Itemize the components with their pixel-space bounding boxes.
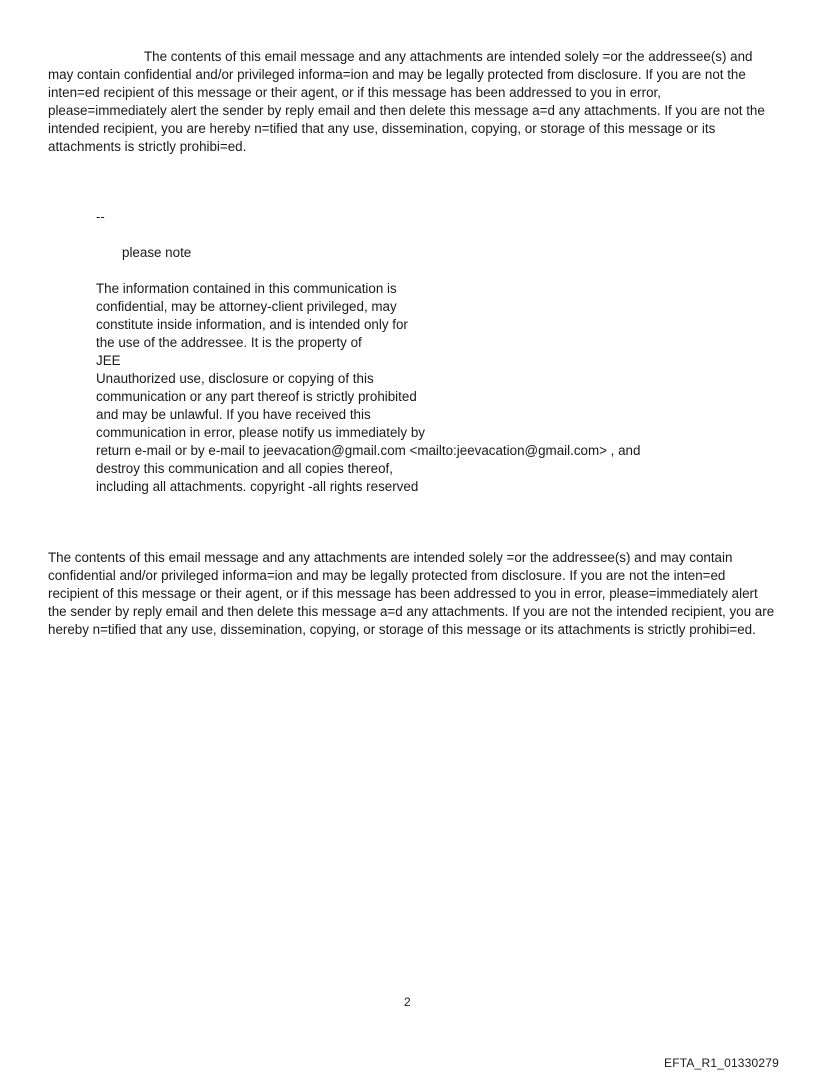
notice-line: communication in error, please notify us immediately by: [96, 425, 425, 440]
notice-line: Unauthorized use, disclosure or copying of this: [96, 371, 374, 386]
notice-line: confidential, may be attorney-client privileged, may: [96, 299, 397, 314]
notice-line-email: return e-mail or by e-mail to jeevacation@gmail.com <mailto:jeevacation@gmail.com> , and: [96, 443, 641, 458]
notice-line: including all attachments. copyright -all rights reserved: [96, 479, 419, 494]
notice-line: The information contained in this communication is: [96, 281, 397, 296]
notice-line: JEE: [96, 353, 121, 368]
note-title: please note: [122, 245, 192, 260]
page-number: 2: [404, 995, 411, 1009]
confidentiality-paragraph-bottom: The contents of this email message and any attachments are intended solely =or the addressee(s) and may contain confidential and/or privileged informa=ion and may be legally protected from disclosure. If you are not the inten=ed recipient of this message or their agent, or if this message has been addressed to you in error, please=immediately alert the sender by reply email and then delete this message a=d any attachments. If you are not the intended recipient, you are hereby n=tified that any use, dissemination, copying, or storage of this message or its attachments is strictly prohibi=ed.: [48, 550, 775, 637]
confidentiality-paragraph-top: The contents of this email message and any attachments are intended solely =or the addressee(s) and may contain confidential and/or privileged informa=ion and may be legally protected from disclosure. If you are not the inten=ed recipient of this message or their agent, or if this message has been addressed to you in error, please=immediately alert the sender by reply email and then delete this message a=d any attachments. If you are not the intended recipient, you are hereby n=tified that any use, dissemination, copying, or storage of this message or its attachments is strictly prohibi=ed.: [48, 49, 765, 154]
notice-line: constitute inside information, and is intended only for: [96, 317, 408, 332]
notice-line: the use of the addressee. It is the property of: [96, 335, 362, 350]
legal-notice-block: [96, 280, 736, 496]
notice-line: and may be unlawful. If you have received this: [96, 407, 371, 422]
notice-line: destroy this communication and all copies thereof,: [96, 461, 393, 476]
document-id-stamp: EFTA_R1_01330279: [664, 1056, 780, 1070]
signature-separator: --: [96, 209, 105, 224]
notice-line: communication or any part thereof is strictly prohibited: [96, 389, 417, 404]
